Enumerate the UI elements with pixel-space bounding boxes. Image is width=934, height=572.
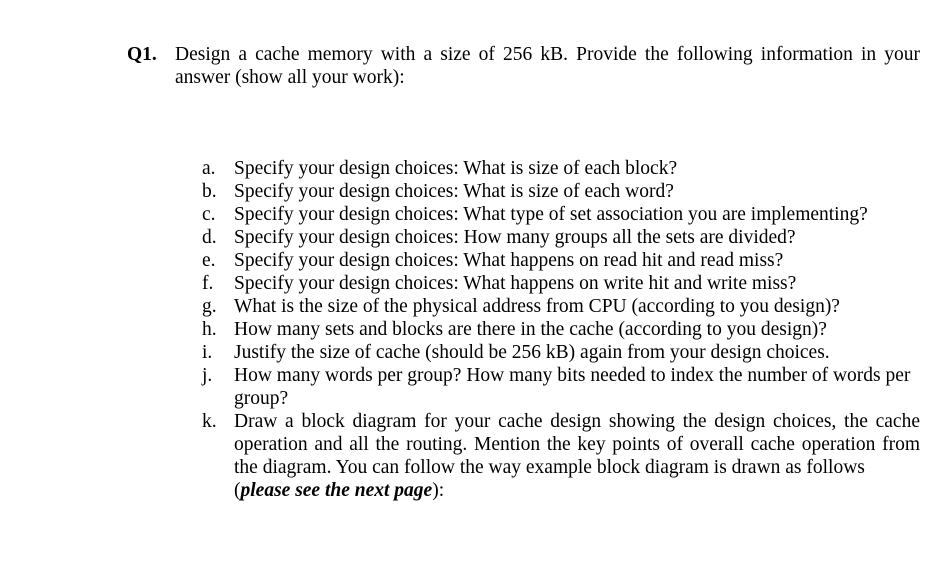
item-text: Justify the size of cache (should be 256 kB) again from your design choices. [234, 342, 830, 363]
list-item-i [202, 341, 920, 364]
item-text-body: Draw a block diagram for your cache design showing the design choices, the cache operation and all the routing. Mention the key points of overall cache operation from the diagram. You can follow the way example block diagram is drawn as follows [234, 411, 920, 478]
list-item-g [202, 295, 920, 318]
item-text [234, 410, 920, 502]
item-text: What is the size of the physical address from CPU (according to you design)? [234, 296, 840, 317]
list-item-a [202, 157, 920, 180]
list-item-k [202, 410, 920, 502]
item-marker: j. [202, 365, 213, 386]
item-marker: i. [202, 342, 213, 363]
list-item-f [202, 272, 920, 295]
item-marker: e. [202, 250, 216, 271]
list-item-b [202, 180, 920, 203]
item-marker: c. [202, 204, 216, 225]
item-marker: h. [202, 319, 217, 340]
sub-question-list [202, 157, 920, 502]
next-page-emphasis: please see the next page [240, 480, 433, 501]
list-item-d [202, 226, 920, 249]
item-text: How many sets and blocks are there in the cache (according to you design)? [234, 319, 827, 340]
item-text: How many words per group? How many bits needed to index the number of words per group? [234, 365, 911, 409]
question-text: Design a cache memory with a size of 256 kB. Provide the following information in your answer (show all your work): [175, 44, 920, 88]
item-marker: k. [202, 411, 217, 432]
list-item-h [202, 318, 920, 341]
item-marker: b. [202, 181, 217, 202]
question-number: Q1. [127, 44, 157, 65]
list-item-j [202, 364, 920, 410]
item-marker: d. [202, 227, 217, 248]
item-text: Specify your design choices: What is size of each word? [234, 181, 674, 202]
list-item-e [202, 249, 920, 272]
item-text: Specify your design choices: What happens on read hit and read miss? [234, 250, 784, 271]
item-text: Specify your design choices: How many groups all the sets are divided? [234, 227, 796, 248]
item-marker: a. [202, 158, 216, 179]
item-marker: g. [202, 296, 217, 317]
item-text: Specify your design choices: What happens on write hit and write miss? [234, 273, 797, 294]
item-paren-open: ( [234, 480, 241, 501]
item-marker: f. [202, 273, 214, 294]
item-closing: ): [432, 480, 445, 501]
list-item-c [202, 203, 920, 226]
item-text: Specify your design choices: What type of set association you are implementing? [234, 204, 868, 225]
item-text: Specify your design choices: What is size of each block? [234, 158, 678, 179]
question-block [127, 43, 920, 89]
